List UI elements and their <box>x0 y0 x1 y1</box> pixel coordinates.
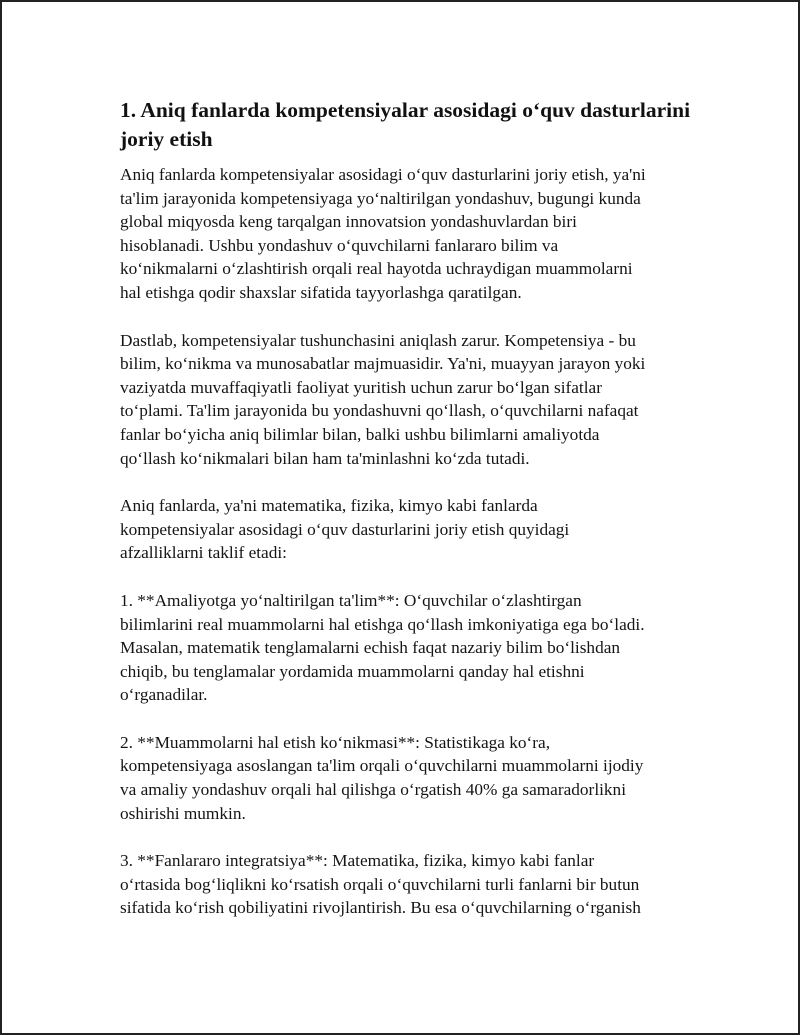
paragraph-line: hisoblanadi. Ushbu yondashuv o‘quvchilarni fanlararo bilim va <box>120 235 559 255</box>
paragraph-line: Aniq fanlarda, ya'ni matematika, fizika, kimyo kabi fanlarda <box>120 496 538 516</box>
paragraph-line: Aniq fanlarda kompetensiyalar asosidagi o‘quv dasturlarini joriy etish, ya'ni <box>120 165 646 184</box>
paragraph-line: o‘rganadilar. <box>120 685 208 705</box>
list-item-1 <box>120 589 692 707</box>
paragraph-line: global miqyosda keng tarqalgan innovatsion yondashuvlardan biri <box>120 212 577 232</box>
paragraph-line: va amaliy yondashuv orqali hal qilishga o‘rgatish 40% ga samaradorlikni <box>120 780 626 800</box>
paragraph-line: Dastlab, kompetensiyalar tushunchasini aniqlash zarur. Kompetensiya - bu <box>120 330 636 350</box>
list-item-2 <box>120 731 692 825</box>
paragraph-line: qo‘llash ko‘nikmalari bilan ham ta'minlashni ko‘zda tutadi. <box>120 448 530 468</box>
paragraph-line: ta'lim jarayonida kompetensiyaga yo‘naltirilgan yondashuv, bugungi kunda <box>120 188 641 208</box>
paragraph-definition <box>120 329 692 471</box>
paragraph-line: kompetensiyaga asoslangan ta'lim orqali o‘quvchilarni muammolarni ijodiy <box>120 756 644 776</box>
paragraph-line: 1. **Amaliyotga yo‘naltirilgan ta'lim**: O‘quvchilar o‘zlashtirgan <box>120 590 582 610</box>
paragraph-line: chiqib, bu tenglamalar yordamida muammolarni qanday hal etishni <box>120 661 585 681</box>
paragraph-line: bilim, ko‘nikma va munosabatlar majmuasidir. Ya'ni, muayyan jarayon yoki <box>120 354 646 374</box>
paragraph-line: vaziyatda muvaffaqiyatli faoliyat yuritish uchun zarur bo‘lgan sifatlar <box>120 377 602 397</box>
section-heading <box>120 96 692 154</box>
paragraph-intro <box>120 163 692 305</box>
paragraph-line: kompetensiyalar asosidagi o‘quv dasturlarini joriy etish quyidagi <box>120 519 570 539</box>
paragraph-line: fanlar bo‘yicha aniq bilimlar bilan, balki ushbu bilimlarni amaliyotda <box>120 424 600 444</box>
paragraph-advantages-intro <box>120 494 692 565</box>
document-body <box>120 96 692 944</box>
paragraph-line: o‘rtasida bog‘liqlikni ko‘rsatish orqali o‘quvchilarni turli fanlarni bir butun <box>120 874 640 894</box>
paragraph-line: hal etishga qodir shaxslar sifatida tayyorlashga qaratilgan. <box>120 282 522 302</box>
heading-line: joriy etish <box>120 127 213 151</box>
paragraph-line: bilimlarini real muammolarni hal etishga qo‘llash imkoniyatiga ega bo‘ladi. <box>120 614 645 634</box>
paragraphs <box>120 163 692 920</box>
paragraph-line: sifatida ko‘rish qobiliyatini rivojlantirish. Bu esa o‘quvchilarning o‘rganish <box>120 898 641 918</box>
paragraph-line: 2. **Muammolarni hal etish ko‘nikmasi**: Statistikaga ko‘ra, <box>120 732 551 752</box>
paragraph-line: ko‘nikmalarni o‘zlashtirish orqali real hayotda uchraydigan muammolarni <box>120 259 633 279</box>
paragraph-line: afzalliklarni taklif etadi: <box>120 543 287 563</box>
paragraph-line: 3. **Fanlararo integratsiya**: Matematika, fizika, kimyo kabi fanlar <box>120 851 595 871</box>
list-item-3 <box>120 849 692 920</box>
paragraph-line: Masalan, matematik tenglamalarni echish faqat nazariy bilim bo‘lishdan <box>120 638 621 658</box>
paragraph-line: oshirishi mumkin. <box>120 803 246 823</box>
paragraph-line: to‘plami. Ta'lim jarayonida bu yondashuvni qo‘llash, o‘quvchilarni nafaqat <box>120 401 639 421</box>
heading-line: 1. Aniq fanlarda kompetensiyalar asosidagi o‘quv dasturlarini <box>120 98 691 122</box>
